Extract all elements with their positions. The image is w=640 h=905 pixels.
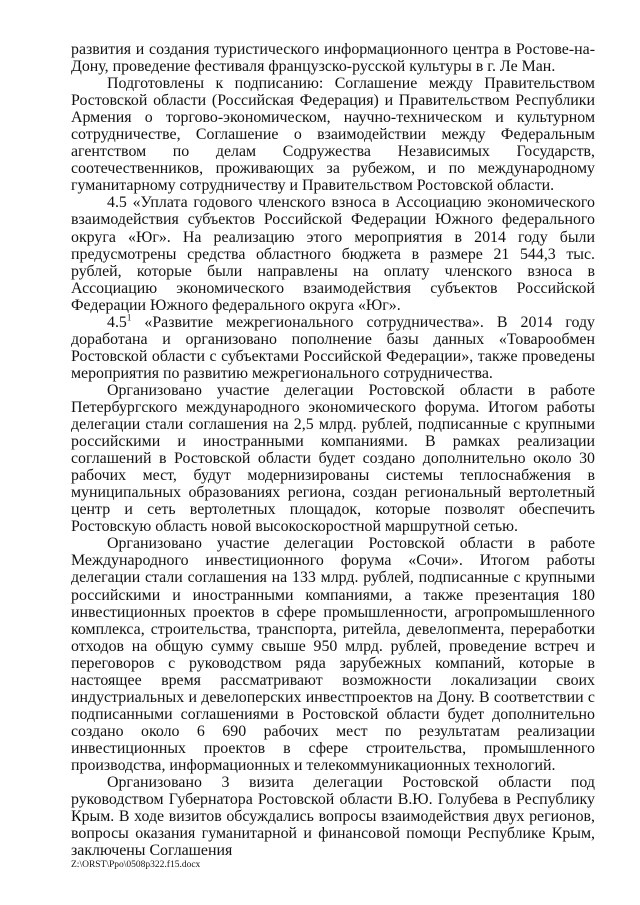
paragraph-sochi-forum: Организовано участие делегации Ростовской области в работе Международного инвестиционного форума «Сочи». Итогом работы делегации стали соглашения на 133 млрд. рублей, подписанные с крупными российскими и иностранными компаниями, а также презентация 180 инвестиционных проектов в сфере промышленности, агропромышленного комплекса, строительства, транспорта, ритейла, девелопмента, переработки отходов на общую сумму свыше 950 млрд. рублей, проведение встреч и переговоров с руководством ряда зарубежных компаний, которые в настоящее время рассматривают возможности локализации своих индустриальных и девелоперских инвестпроектов на Дону. В соответствии с подписанными соглашениями в Ростовской области будет дополнительно создано около 6 690 рабочих мест по результатам реализации инвестиционных проектов в сфере строительства, промышленного производства, информационных и телекоммуникационных технологий. (71, 535, 595, 774)
paragraph-continuation: развития и создания туристического информационного центра в Ростове-на-Дону, проведение фестиваля французско-русской культуры в г. Ле Ман. (71, 41, 595, 76)
paragraph-membership-fee: 4.5 «Уплата годового членского взноса в Ассоциацию экономического взаимодействия субъектов Российской Федерации Южного федерального округа «Юг». На реализацию этого мероприятия в 2014 году были предусмотрены средства областного бюджета в размере 21 544,3 тыс. рублей, которые были направлены на оплату членского взноса в Ассоциацию экономического взаимодействия субъектов Российской Федерации Южного федерального округа «Юг». (71, 194, 595, 314)
paragraph-crimea-visits: Организовано 3 визита делегации Ростовской области под руководством Губернатора Ростовской области В.Ю. Голубева в Республику Крым. В ходе визитов обсуждались вопросы взаимодействия двух регионов, вопросы оказания гуманитарной и финансовой помощи Республике Крым, заключены Соглашения (71, 774, 595, 860)
paragraph-spief: Организовано участие делегации Ростовской области в работе Петербургского международного экономического форума. Итогом работы делегации стали соглашения на 2,5 млрд. рублей, подписанные с крупными российскими и иностранными компаниями. В рамках реализации соглашений в Ростовской области будет создано дополнительно около 30 рабочих мест, будут модернизированы системы теплоснабжения в муниципальных образованиях региона, создан региональный вертолетный центр и сеть вертолетных площадок, которые позволят обеспечить Ростовскую область новой высокоскоростной маршрутной сетью. (71, 381, 595, 536)
section-number-superscript: 1 (126, 312, 132, 323)
paragraph-interregional-text: «Развитие межрегионального сотрудничества». В 2014 году доработана и организовано пополнение базы данных «Товарообмен Ростовской области с субъектами Российской Федерации», также проведены мероприятия по развитию межрегионального сотрудничества. (71, 313, 595, 382)
paragraph-agreements: Подготовлены к подписанию: Соглашение между Правительством Ростовской области (Российская Федерация) и Правительством Республики Армения о торгово-экономическом, научно-техническом и культурном сотрудничестве, Соглашение о взаимодействии между Федеральным агентством по делам Содружества Независимых Государств, соотечественников, проживающих за рубежом, и по международному гуманитарному сотрудничеству и Правительством Ростовской области. (71, 75, 595, 195)
section-number: 4.5 (107, 313, 127, 331)
file-path-footer: Z:\ORST\Ppo\0508p322.f15.docx (71, 860, 201, 870)
paragraph-interregional (71, 314, 595, 382)
document-body (71, 41, 595, 859)
